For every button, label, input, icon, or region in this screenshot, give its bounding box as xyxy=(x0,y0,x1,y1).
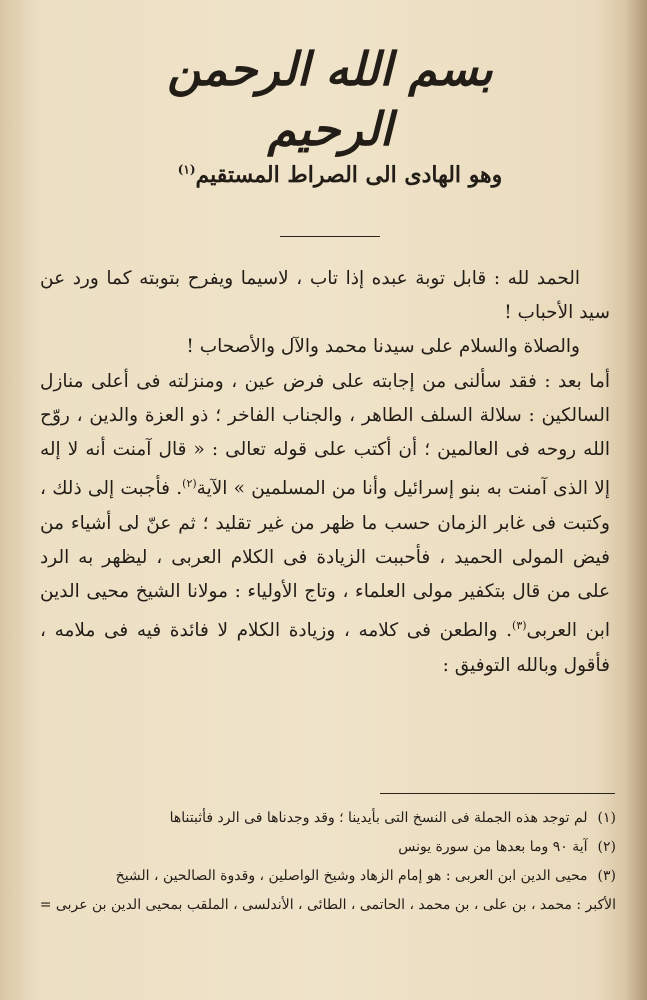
footnote-mark-2: (٢) xyxy=(182,477,197,491)
paragraph-main xyxy=(40,365,610,683)
footnote-number: (٣) xyxy=(597,868,616,884)
footnotes xyxy=(36,804,616,920)
footnote-3 xyxy=(36,862,616,891)
page-gutter-shadow xyxy=(625,0,647,1000)
footnote-3-continued xyxy=(36,891,616,920)
paragraph-main-part-b: . فأجبت إلى ذلك ، وكتبت فى غابر الزمان حسب ما ظهر من غير تقليد ؛ ثم عنّ لى أشياء من فيض المولى الحميد ، فأحببت الزيادة فى الكلام العربى ، ليظهر به الرد على من قال بتكفير مولى العلماء ، وتاج الأولياء : مولانا الشيخ محيى الدين ابن العربى xyxy=(40,478,610,642)
paragraph-main-part-a: أما بعد : فقد سألنى من إجابته على فرض عين ، ومنزلته فى أعلى منازل السالكين : سلالة السلف الطاهر ، والجناب الفاخر ؛ ذو العزة والدين ، روّح الله روحه فى العالمين ؛ أن أكتب على قوله تعالى : « قال آمنت أنه لا إله إلا الذى آمنت به بنو إسرائيل وأنا من المسلمين » الآية xyxy=(40,370,610,500)
footnote-number: (١) xyxy=(597,810,616,826)
paragraph-praise: الحمد لله : قابل توبة عبده إذا تاب ، لاسيما ويفرح بتوبته كما ورد عن سيد الأحباب ! xyxy=(40,268,610,324)
paragraph-main-part-c: . والطعن فى كلامه ، وزيادة الكلام لا فائدة فيه فى ملامه ، فأقول وبالله التوفيق : xyxy=(40,620,610,676)
footnote-text: آية ٩٠ وما بعدها من سورة يونس xyxy=(398,839,588,855)
footnote-1 xyxy=(36,804,616,833)
footnote-text: الأكبر : محمد ، بن على ، بن محمد ، الحاتمى ، الطائى ، الأندلسى ، الملقب بمحيى الدين بن عربى = xyxy=(39,897,616,913)
footnote-text: لم توجد هذه الجملة فى النسخ التى بأيدينا ؛ وقد وجدناها فى الرد فأثبتناها xyxy=(169,810,588,826)
footnote-separator xyxy=(380,793,615,794)
footnote-mark-3: (٣) xyxy=(512,619,527,633)
footnote-2 xyxy=(36,833,616,862)
paragraph-salutation: والصلاة والسلام على سيدنا محمد والآل والأصحاب ! xyxy=(186,336,580,358)
page-subtitle xyxy=(150,162,530,188)
basmala-calligraphy: بسم الله الرحمن الرحيم xyxy=(167,42,493,156)
subtitle-footnote-mark: (١) xyxy=(177,162,196,177)
subtitle-text: وهو الهادى الى الصراط المستقيم xyxy=(195,162,503,188)
title-divider xyxy=(280,236,380,237)
footnote-number: (٢) xyxy=(597,839,616,855)
body-text xyxy=(40,262,610,683)
footnote-text: محيى الدين ابن العربى : هو إمام الزهاد وشيخ الواصلين ، وقدوة الصالحين ، الشيخ xyxy=(115,868,588,884)
